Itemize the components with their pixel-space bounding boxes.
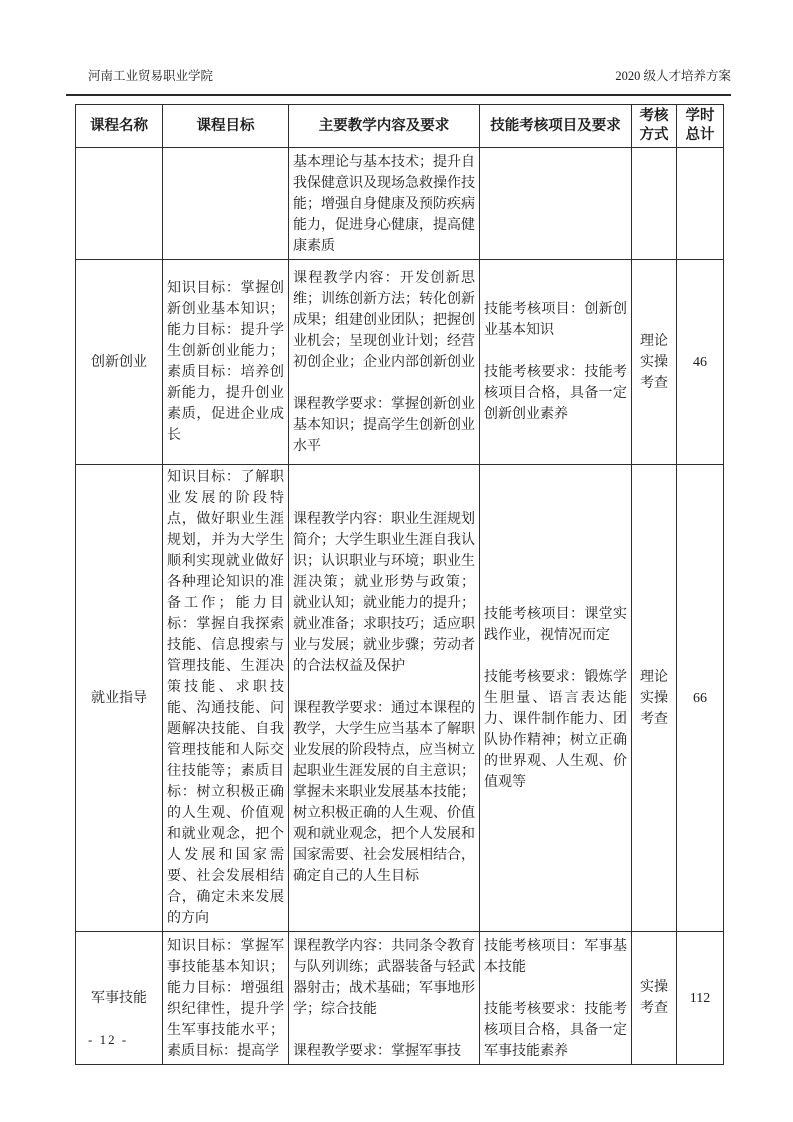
content-paragraph: 课程教学要求：掌握军事技 bbox=[293, 1044, 461, 1059]
cell-objectives: 知识目标：了解职业发展的阶段特点，做好职业生涯规划，并为大学生顺利实现就业做好各种理论知识的准备工作；能力目标：掌握自我探索技能、信息搜索与管理技能、生涯决策技能、求职技能、沟通技能、问题解决技能、自我管理技能和人际交往技能等；素质目标：树立积极正确的人生观、价值观和就业观念，把个人发展和国家需要、社会发展相结合，确定未来发展的方向 bbox=[163, 465, 289, 932]
assessment-paragraph: 技能考核要求：锻炼学生胆量、语言表达能力、课件制作能力、团队协作精神；树立正确的世界观、人生观、价值观等 bbox=[484, 669, 627, 790]
cell-skill-assessment bbox=[480, 465, 632, 932]
table-header-row bbox=[76, 105, 724, 148]
cell-course-name: 创新创业 bbox=[76, 260, 163, 465]
col-header-content: 主要教学内容及要求 bbox=[289, 105, 480, 148]
table-row-career-guidance bbox=[76, 465, 724, 932]
content-paragraph: 课程教学内容：职业生涯规划简介；大学生职业生涯自我认识；认识职业与环境；职业生涯决策；就业形势与政策； 就业认知；就业能力的提升；就业准备；求职技巧；适应职业与发展；就业步骤；劳动者的合法权益及保护 bbox=[293, 512, 475, 674]
header-plan-title: 2020 级人才培养方案 bbox=[615, 69, 731, 83]
table-row-military-skills bbox=[76, 932, 724, 1065]
cell-objectives: 知识目标：掌握军事技能基本知识；能力目标：增强组织纪律性，提升学生军事技能水平；素质目标：提高学 bbox=[163, 932, 289, 1065]
header-rule bbox=[66, 94, 731, 96]
content-paragraph: 课程教学要求：通过本课程的教学，大学生应当基本了解职业发展的阶段特点，应当树立起职业生涯发展的自主意识；掌握未来职业发展基本技能；树立积极正确的人生观、价值观和就业观念，把个人发展和国家需要、社会发展相结合，确定自己的人生目标 bbox=[293, 701, 475, 884]
content-paragraph: 课程教学要求：掌握创新创业基本知识；提高学生创新创业水平 bbox=[293, 396, 475, 454]
cell-assessment-method: 实操考查 bbox=[632, 932, 677, 1065]
cell-skill-assessment bbox=[480, 148, 632, 260]
cell-teaching-content bbox=[289, 932, 480, 1065]
page-number: - 12 - bbox=[88, 1032, 129, 1047]
assessment-paragraph: 技能考核要求：技能考核项目合格，具备一定军事技能素养 bbox=[484, 1002, 627, 1059]
cell-total-hours bbox=[677, 148, 724, 260]
cell-objectives: 知识目标：掌握创新创业基本知识；能力目标：提升学生创新创业能力；素质目标：培养创新能力，提升创业素质，促进企业成长 bbox=[163, 260, 289, 465]
cell-total-hours: 46 bbox=[677, 260, 724, 465]
cell-assessment-method: 理论实操考查 bbox=[632, 465, 677, 932]
cell-course-name bbox=[76, 148, 163, 260]
assessment-paragraph: 技能考核项目：军事基本技能 bbox=[484, 939, 627, 975]
header-school-name: 河南工业贸易职业学院 bbox=[88, 69, 214, 83]
col-header-objectives: 课程目标 bbox=[163, 105, 289, 148]
content-paragraph: 课程教学内容：开发创新思维；训练创新方法；转化创新成果；组建创业团队；把握创业机会；呈现创业计划；经营初创企业；企业内部创新创业 bbox=[293, 270, 475, 370]
table-row-innovation bbox=[76, 260, 724, 465]
cell-teaching-content bbox=[289, 148, 480, 260]
col-header-method: 考核方式 bbox=[632, 105, 677, 148]
assessment-paragraph: 技能考核要求：技能考核项目合格，具备一定创新创业素养 bbox=[484, 365, 627, 422]
cell-teaching-content bbox=[289, 465, 480, 932]
page-header bbox=[88, 68, 731, 84]
cell-objectives bbox=[163, 148, 289, 260]
assessment-paragraph: 技能考核项目：课堂实践作业，视情况而定 bbox=[484, 606, 627, 643]
col-header-course-name: 课程名称 bbox=[76, 105, 163, 148]
cell-course-name: 就业指导 bbox=[76, 465, 163, 932]
cell-assessment-method bbox=[632, 148, 677, 260]
table-row-continuation bbox=[76, 148, 724, 260]
cell-total-hours: 112 bbox=[677, 932, 724, 1065]
cell-total-hours: 66 bbox=[677, 465, 724, 932]
cell-skill-assessment bbox=[480, 932, 632, 1065]
cell-assessment-method: 理论实操考查 bbox=[632, 260, 677, 465]
cell-teaching-content bbox=[289, 260, 480, 465]
cell-course-name: 军事技能 bbox=[76, 932, 163, 1065]
col-header-hours: 学时总计 bbox=[677, 105, 724, 148]
curriculum-table bbox=[75, 104, 724, 1065]
assessment-paragraph: 技能考核项目：创新创业基本知识 bbox=[484, 302, 627, 338]
content-paragraph: 基本理论与基本技术；提升自我保健意识及现场急救操作技能；增强自身健康及预防疾病能力，促进身心健康，提高健康素质 bbox=[293, 155, 475, 254]
col-header-assessment: 技能考核项目及要求 bbox=[480, 105, 632, 148]
cell-skill-assessment bbox=[480, 260, 632, 465]
content-paragraph: 课程教学内容：共同条令教育与队列训练；武器装备与轻武器射击；战术基础；军事地形学；综合技能 bbox=[293, 939, 475, 1017]
